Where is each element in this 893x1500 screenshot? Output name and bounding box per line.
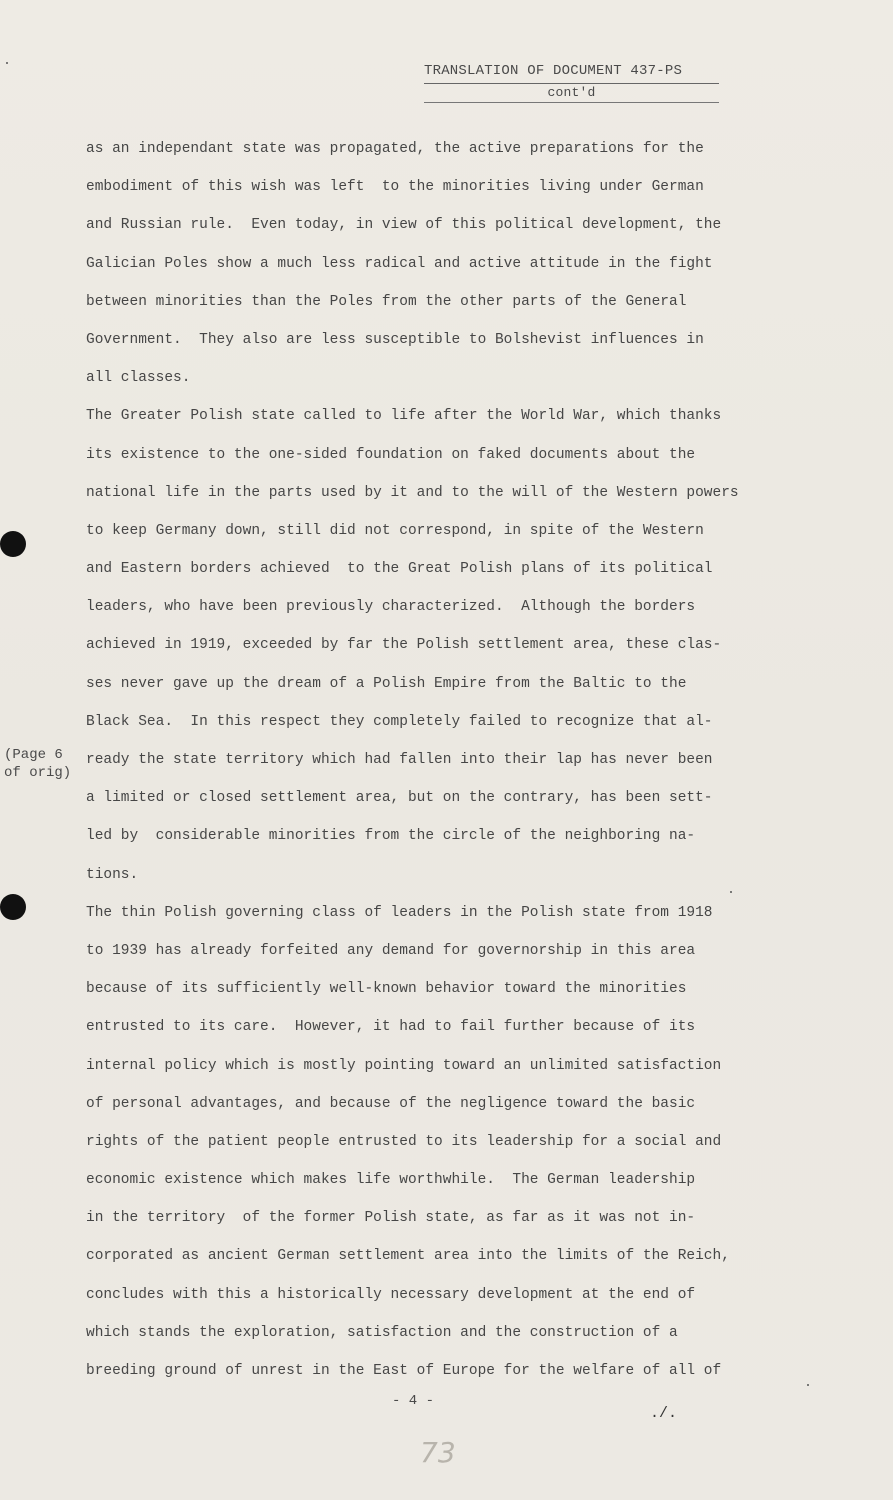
text-line: ready the state territory which had fallen into their lap has never been: [86, 752, 713, 768]
text-line: between minorities than the Poles from the other parts of the General: [86, 293, 687, 310]
text-line: led by considerable minorities from the circle of the neighboring na-: [86, 828, 696, 845]
text-line: of personal advantages, and because of the negligence toward the basic: [86, 1095, 696, 1112]
text-line: embodiment of this wish was left to the minorities living under German: [86, 179, 704, 196]
handwritten-folio-number: 73: [420, 1436, 456, 1469]
text-line: concludes with this a historically necessary development at the end of: [86, 1286, 696, 1303]
punch-hole-upper: [0, 531, 26, 557]
text-line: in the territory of the former Polish state, as far as it was not in-: [86, 1210, 696, 1227]
text-line: national life in the parts used by it and to the will of the Western powers: [86, 484, 739, 501]
text-line: as an independant state was propagated, the active preparations for the: [86, 141, 704, 157]
text-line: internal policy which is mostly pointing toward an unlimited satisfaction: [86, 1057, 722, 1074]
header-continued: cont'd: [424, 84, 719, 103]
page-number: - 4 -: [392, 1393, 435, 1409]
text-line: to keep Germany down, still did not correspond, in spite of the Western: [86, 522, 704, 539]
document-header: [424, 59, 719, 103]
text-line: corporated as ancient German settlement area into the limits of the Reich,: [86, 1248, 730, 1265]
continuation-mark: ./.: [650, 1405, 678, 1422]
text-line: economic existence which makes life worthwhile. The German leadership: [86, 1172, 696, 1189]
margin-note: [4, 746, 71, 782]
text-line: Government. They also are less susceptible to Bolshevist influences in: [86, 331, 704, 348]
text-line: all classes.: [86, 370, 191, 387]
text-line: its existence to the one-sided foundation on faked documents about the: [86, 446, 696, 463]
text-line: The Greater Polish state called to life after the World War, which thanks: [86, 408, 722, 425]
text-line: entrusted to its care. However, it had to fail further because of its: [86, 1019, 696, 1036]
body-text: [86, 130, 816, 1390]
text-line: leaders, who have been previously characterized. Although the borders: [86, 599, 696, 616]
text-line: The thin Polish governing class of leaders in the Polish state from 1918: [86, 904, 713, 921]
paper-speck: [6, 62, 8, 64]
text-line: rights of the patient people entrusted to its leadership for a social and: [86, 1133, 722, 1150]
text-line: achieved in 1919, exceeded by far the Polish settlement area, these clas-: [86, 637, 722, 654]
text-line: Galician Poles show a much less radical and active attitude in the fight: [86, 255, 713, 272]
text-line: and Eastern borders achieved to the Great Polish plans of its political: [86, 561, 713, 578]
text-line: tions.: [86, 866, 139, 883]
punch-hole-lower: [0, 894, 26, 920]
text-line: which stands the exploration, satisfaction and the construction of a: [86, 1324, 678, 1341]
margin-note-line: (Page 6: [4, 747, 63, 763]
text-line: Black Sea. In this respect they completely failed to recognize that al-: [86, 713, 713, 730]
text-line: because of its sufficiently well-known behavior toward the minorities: [86, 981, 687, 998]
text-line: ses never gave up the dream of a Polish Empire from the Baltic to the: [86, 675, 687, 692]
header-title: TRANSLATION OF DOCUMENT 437-PS: [424, 59, 719, 84]
margin-note-line: of orig): [4, 765, 72, 781]
text-line: a limited or closed settlement area, but on the contrary, has been sett-: [86, 790, 713, 807]
text-line: to 1939 has already forfeited any demand for governorship in this area: [86, 942, 696, 959]
text-line: and Russian rule. Even today, in view of this political development, the: [86, 217, 722, 234]
text-line: breeding ground of unrest in the East of Europe for the welfare of all of: [86, 1363, 722, 1379]
